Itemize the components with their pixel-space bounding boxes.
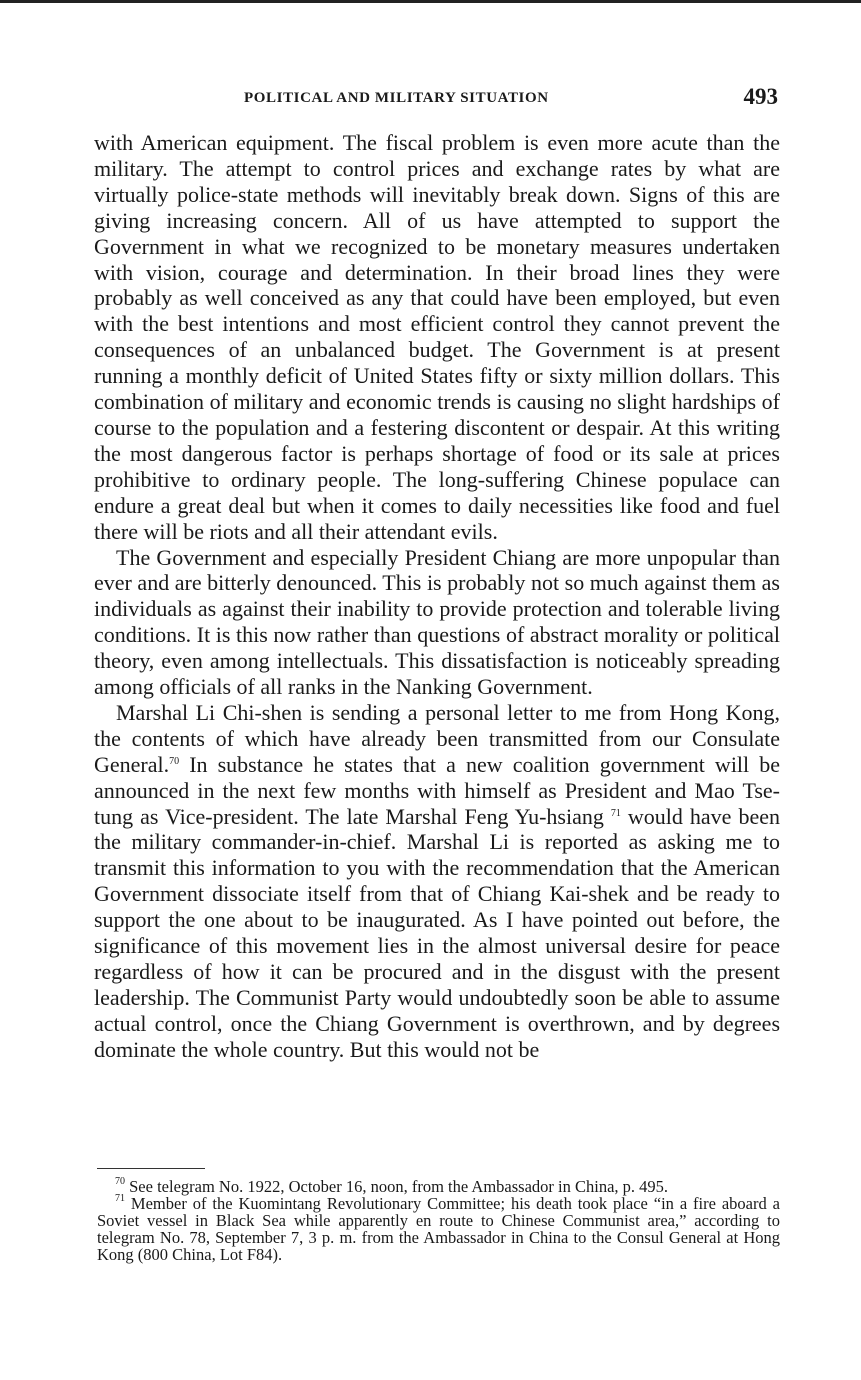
footnote-text: Member of the Kuomintang Revolutionary Committee; his death took place “in a fire aboard a Soviet vessel in Black Sea while apparently en route to Chinese Communist area,” according to telegram No. 78, September 7, 3 p. m. from the Ambassador in China to the Consul General at Hong Kong (800 China, Lot F84). bbox=[97, 1194, 780, 1264]
footnote-mark: 71 bbox=[115, 1193, 125, 1204]
page-header bbox=[94, 84, 780, 114]
paragraph-1: with American equipment. The fiscal problem is even more acute than the military. The attempt to control prices and exchange rates by what are virtually police-state methods will inevitably break down. Signs of this are giving increasing concern. All of us have attempted to support the Government in what we recognized to be monetary measures undertaken with vision, courage and determination. In their broad lines they were probably as well conceived as any that could have been employed, but even with the best intentions and most efficient control they cannot prevent the consequences of an unbalanced budget. The Government is at present running a monthly deficit of United States fifty or sixty million dollars. This combination of military and economic trends is causing no slight hardships of course to the population and a festering discontent or despair. At this writing the most dangerous factor is perhaps shortage of food or its sale at prices prohibitive to ordinary people. The long-suffering Chinese populace can endure a great deal but when it comes to daily necessities like food and fuel there will be riots and all their attendant evils. bbox=[94, 130, 780, 544]
paragraph-3-part-b: In substance he states that a new coalition government will be announced in the next few months with himself as President and Mao Tse-tung as Vice-president. The late Marshal Feng Yu-hsiang bbox=[94, 751, 780, 829]
footnote-71 bbox=[97, 1195, 780, 1263]
paragraph-3-part-c: would have been the military commander-in-chief. Marshal Li is reported as asking me to transmit this information to you with the recommendation that the American Government dissociate itself from that of Chiang Kai-shek and be ready to support the one about to be inaugurated. As I have pointed out before, the significance of this movement lies in the almost universal desire for peace regardless of how it can be procured and in the disgust with the present leadership. The Communist Party would undoubtedly soon be able to assume actual control, once the Chiang Government is overthrown, and by degrees dominate the whole country. But this would not be bbox=[94, 803, 780, 1062]
footnote-text: See telegram No. 1922, October 16, noon, from the Ambassador in China, p. 495. bbox=[125, 1177, 669, 1196]
footnotes bbox=[97, 1178, 780, 1263]
footnote-ref-70: 70 bbox=[169, 755, 180, 767]
paragraph-2: The Government and especially President Chiang are more unpopular than ever and are bitterly denounced. This is probably not so much against them as individuals as against their inability to provide protection and tolerable living conditions. It is this now rather than questions of abstract morality or political theory, even among intellectuals. This dissatisfaction is noticeably spreading among officials of all ranks in the Nanking Government. bbox=[94, 544, 780, 700]
top-border-rule bbox=[0, 0, 861, 3]
body-text bbox=[94, 130, 780, 1063]
footnote-mark: 70 bbox=[115, 1176, 125, 1187]
footnote-70 bbox=[97, 1178, 780, 1195]
running-head: POLITICAL AND MILITARY SITUATION bbox=[244, 90, 549, 106]
page-number: 493 bbox=[743, 84, 778, 109]
footnote-separator bbox=[97, 1168, 205, 1169]
paragraph-3-part-a: Marshal Li Chi-shen is sending a personal letter to me from Hong Kong, the contents of which have already been transmitted from our Consulate General. bbox=[94, 699, 780, 777]
paragraph-3 bbox=[94, 700, 780, 1063]
footnote-ref-71: 71 bbox=[610, 807, 621, 819]
